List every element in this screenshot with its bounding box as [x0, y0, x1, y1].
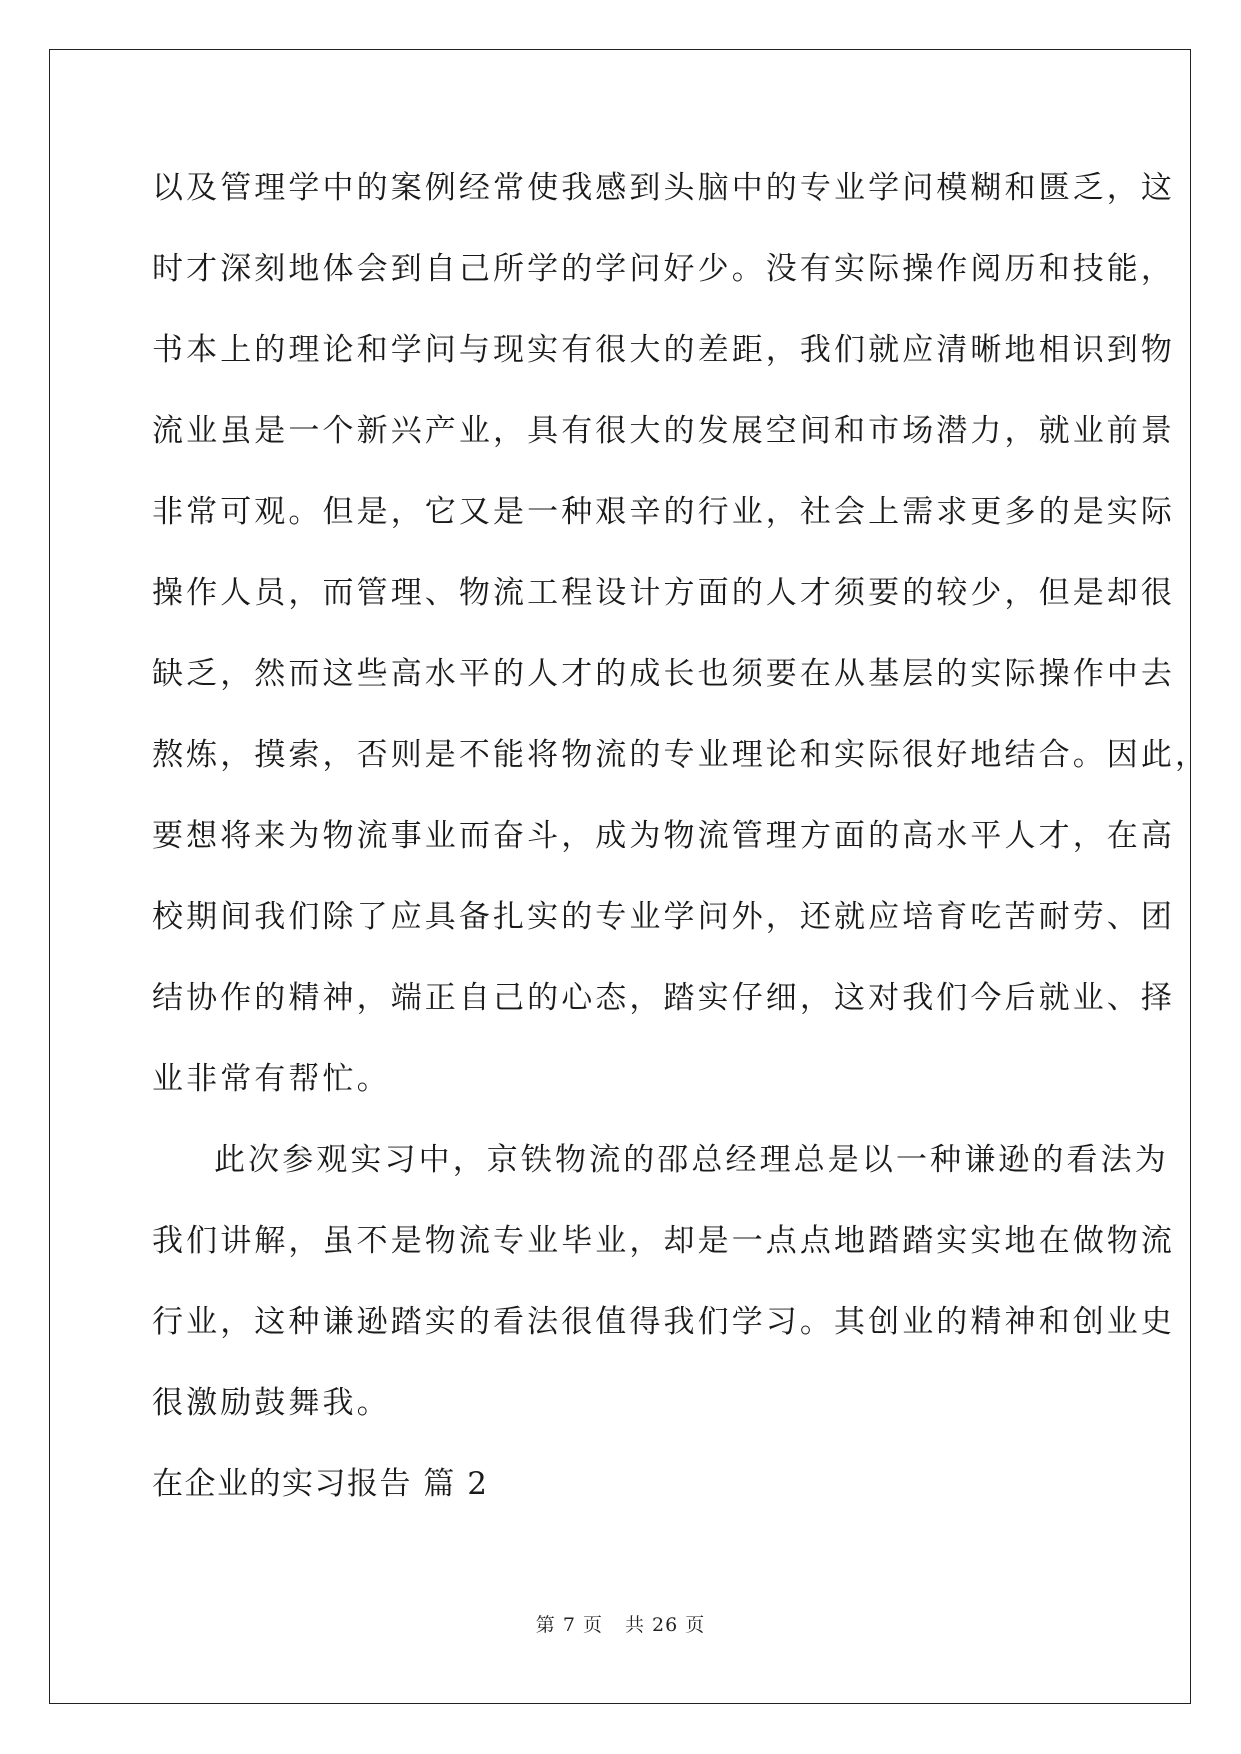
paragraph-line: 我们讲解，虽不是物流专业毕业，却是一点点地踏踏实实地在做物流 — [152, 1223, 1175, 1259]
paragraph-line: 以及管理学中的案例经常使我感到头脑中的专业学问模糊和匮乏，这 — [152, 170, 1175, 206]
page-total: 共 26 页 — [624, 1614, 706, 1636]
paragraph-line: 熬炼，摸索，否则是不能将物流的专业理论和实际很好地结合。因此， — [152, 737, 1210, 773]
paragraph-line: 行业，这种谦逊踏实的看法很值得我们学习。其创业的精神和创业史 — [152, 1304, 1175, 1340]
paragraph-line: 要想将来为物流事业而奋斗，成为物流管理方面的高水平人才，在高 — [152, 818, 1175, 854]
page-number: 第 7 页 — [535, 1614, 603, 1636]
paragraph-line: 操作人员，而管理、物流工程设计方面的人才须要的较少，但是却很 — [152, 575, 1175, 611]
page-footer — [0, 1610, 1241, 1637]
section-heading: 在企业的实习报告 篇 2 — [152, 1466, 489, 1502]
paragraph-line: 校期间我们除了应具备扎实的专业学问外，还就应培育吃苦耐劳、团 — [152, 899, 1175, 935]
paragraph-line: 结协作的精神，端正自己的心态，踏实仔细，这对我们今后就业、择 — [152, 980, 1175, 1016]
paragraph-line: 此次参观实习中，京铁物流的邵总经理总是以一种谦逊的看法为 — [214, 1142, 1169, 1178]
paragraph-line: 流业虽是一个新兴产业，具有很大的发展空间和市场潜力，就业前景 — [152, 413, 1175, 449]
document-body — [152, 160, 1210, 1537]
paragraph-line: 业非常有帮忙。 — [152, 1061, 391, 1097]
paragraph-line: 书本上的理论和学问与现实有很大的差距，我们就应清晰地相识到物 — [152, 332, 1175, 368]
paragraph-line: 很激励鼓舞我。 — [152, 1385, 391, 1421]
paragraph-line: 缺乏，然而这些高水平的人才的成长也须要在从基层的实际操作中去 — [152, 656, 1175, 692]
paragraph-line: 时才深刻地体会到自己所学的学问好少。没有实际操作阅历和技能， — [152, 251, 1175, 287]
paragraph-line: 非常可观。但是，它又是一种艰辛的行业，社会上需求更多的是实际 — [152, 494, 1175, 530]
